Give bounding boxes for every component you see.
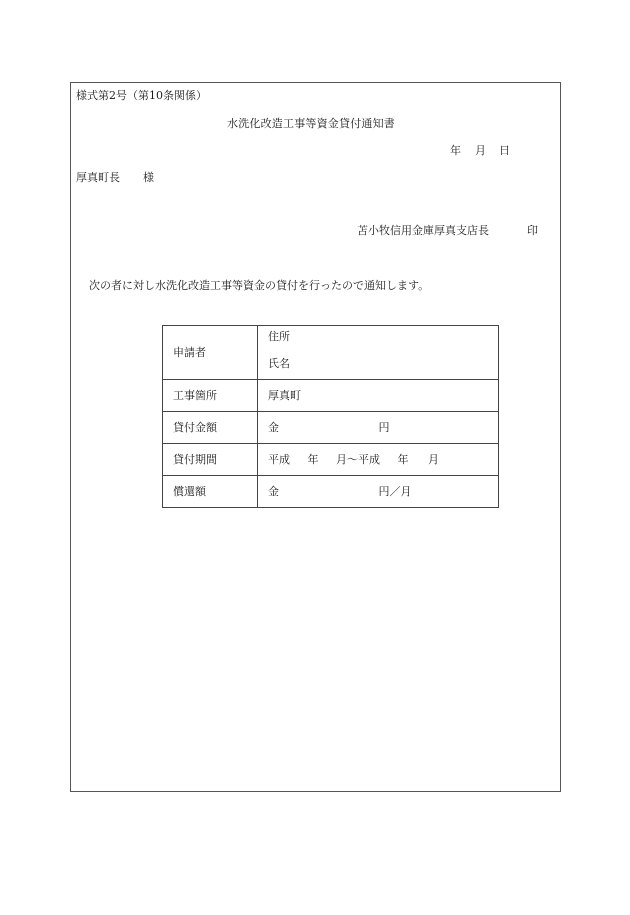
loan-details-table bbox=[162, 325, 499, 508]
addressee-honorific: 様 bbox=[143, 171, 154, 184]
period-year1: 年 bbox=[307, 452, 319, 466]
seal-mark: 印 bbox=[527, 224, 538, 237]
date-year: 年 bbox=[450, 144, 461, 157]
period-label: 貸付期間 bbox=[163, 444, 258, 476]
period-start-era: 平成 bbox=[268, 452, 290, 466]
table-row bbox=[163, 380, 499, 412]
date-month: 月 bbox=[475, 144, 486, 157]
document-title: 水洗化改造工事等資金貸付通知書 bbox=[227, 117, 395, 130]
applicant-label: 申請者 bbox=[163, 326, 258, 380]
name-label: 氏名 bbox=[268, 357, 290, 370]
body-text: 次の者に対し水洗化改造工事等資金の貸付を行ったので通知します。 bbox=[89, 279, 430, 292]
amount-label: 貸付金額 bbox=[163, 412, 258, 444]
table-row bbox=[163, 444, 499, 476]
amount-cell bbox=[258, 412, 499, 444]
repayment-unit: 円／月 bbox=[378, 484, 412, 498]
site-label: 工事箇所 bbox=[163, 380, 258, 412]
amount-unit: 円 bbox=[378, 420, 390, 434]
table-row bbox=[163, 476, 499, 508]
repayment-prefix: 金 bbox=[268, 484, 279, 498]
site-value: 厚真町 bbox=[258, 380, 499, 412]
repayment-cell bbox=[258, 476, 499, 508]
repayment-label: 償還額 bbox=[163, 476, 258, 508]
addressee-name: 厚真町長 bbox=[76, 171, 120, 184]
period-month2: 月 bbox=[428, 452, 439, 466]
period-year2: 年 bbox=[397, 452, 409, 466]
applicant-cell bbox=[258, 326, 499, 380]
address-label: 住所 bbox=[268, 330, 290, 343]
period-month1: 月〜平成 bbox=[336, 452, 380, 466]
table-row bbox=[163, 412, 499, 444]
table-row bbox=[163, 326, 499, 380]
period-cell bbox=[258, 444, 499, 476]
form-number: 様式第2号（第10条関係） bbox=[76, 89, 207, 102]
date-day: 日 bbox=[499, 144, 510, 157]
amount-prefix: 金 bbox=[268, 420, 279, 434]
issuer-name: 苫小牧信用金庫厚真支店長 bbox=[357, 224, 489, 237]
